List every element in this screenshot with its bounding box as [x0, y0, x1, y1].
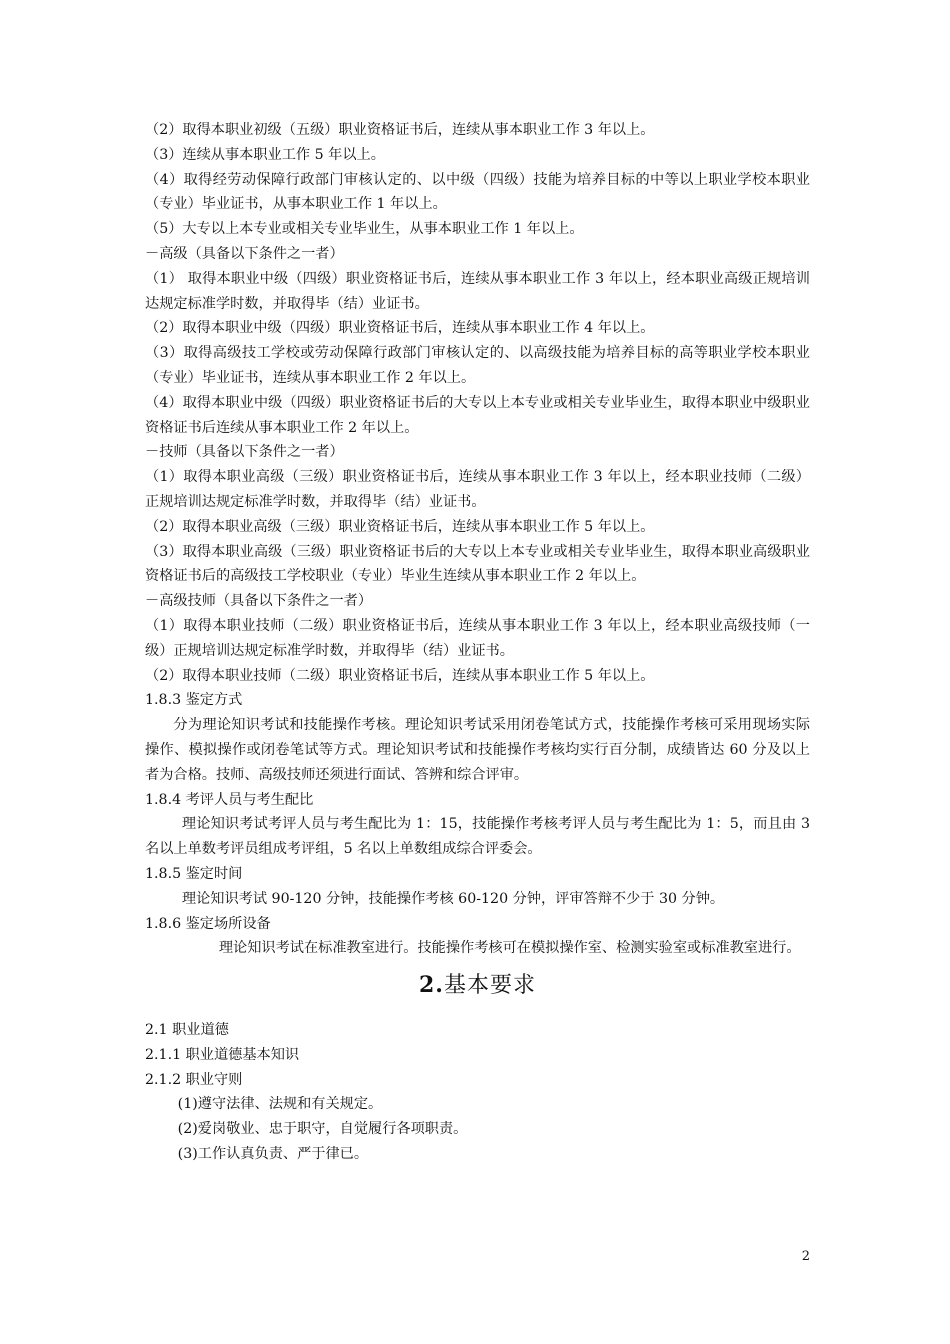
paragraph: 1.8.6 鉴定场所设备 [145, 915, 271, 932]
paragraph: （4）取得本职业中级（四级）职业资格证书后的大专以上本专业或相关专业毕业生，取得本职业中级职业资格证书后连续从事本职业工作 2 年以上。 [145, 394, 810, 436]
paragraph: (2)爱岗敬业、忠于职守，自觉履行各项职责。 [177, 1121, 468, 1138]
paragraph: （1） 取得本职业中级（四级）职业资格证书后，连续从事本职业工作 3 年以上，经本职业高级正规培训达规定标准学时数，并取得毕（结）业证书。 [145, 270, 810, 312]
paragraph: （1）取得本职业技师（二级）职业资格证书后，连续从事本职业工作 3 年以上，经本职业高级技师（一级）正规培训达规定标准学时数，并取得毕（结）业证书。 [145, 617, 810, 659]
paragraph: （2）取得本职业高级（三级）职业资格证书后，连续从事本职业工作 5 年以上。 [145, 518, 655, 535]
paragraph: 1.8.5 鉴定时间 [145, 865, 243, 882]
paragraph: （3）连续从事本职业工作 5 年以上。 [145, 146, 385, 163]
paragraph: （2）取得本职业中级（四级）职业资格证书后，连续从事本职业工作 4 年以上。 [145, 320, 655, 337]
paragraph: （1）取得本职业高级（三级）职业资格证书后，连续从事本职业工作 3 年以上，经本职业技师（二级）正规培训达规定标准学时数，并取得毕（结）业证书。 [145, 469, 810, 510]
paragraph: －高级技师（具备以下条件之一者） [145, 593, 373, 610]
paragraph: （2）取得本职业初级（五级）职业资格证书后，连续从事本职业工作 3 年以上。 [145, 122, 655, 138]
paragraph: 理论知识考试考评人员与考生配比为 1：15，技能操作考核考评人员与考生配比为 1：5，而且由 3 名以上单数考评员组成考评组，5 名以上单数组成综合评委会。 [145, 816, 810, 858]
paragraph: 2.1 职业道德 [145, 1022, 229, 1039]
paragraph: 1.8.3 鉴定方式 [145, 692, 243, 709]
paragraph: 2.1.1 职业道德基本知识 [145, 1046, 300, 1063]
paragraph: (1)遵守法律、法规和有关规定。 [177, 1096, 383, 1113]
section-heading [145, 969, 810, 1002]
paragraph: －技师（具备以下条件之一者） [145, 444, 344, 461]
section-heading-number: 2. [419, 972, 444, 999]
section-heading-title: 基本要求 [443, 973, 536, 999]
paragraph: （2）取得本职业技师（二级）职业资格证书后，连续从事本职业工作 5 年以上。 [145, 667, 655, 684]
paragraph: (3)工作认真负责、严于律已。 [177, 1146, 369, 1163]
page-number: 2 [801, 1249, 810, 1264]
paragraph: 2.1.2 职业守则 [145, 1071, 243, 1088]
paragraph: 理论知识考试 90-120 分钟，技能操作考核 60-120 分钟，评审答辩不少于 30 分钟。 [181, 890, 725, 907]
paragraph: （5）大专以上本专业或相关专业毕业生，从事本职业工作 1 年以上。 [145, 221, 584, 238]
paragraph: 分为理论知识考试和技能操作考核。理论知识考试采用闭卷笔试方式，技能操作考核可采用现场实际操作、模拟操作或闭卷笔试等方式。理论知识考试和技能操作考核均实行百分制，成绩皆达 60 分及以上者为合格。技师、高级技师还须进行面试、答辨和综合评审。 [145, 717, 810, 783]
paragraph: （3）取得高级技工学校或劳动保障行政部门审核认定的、以高级技能为培养目标的高等职业学校本职业（专业）毕业证书，连续从事本职业工作 2 年以上。 [145, 345, 810, 386]
basic-requirements-section [145, 1018, 810, 1167]
paragraph: －高级（具备以下条件之一者） [145, 245, 344, 262]
paragraph: 理论知识考试在标准教室进行。技能操作考核可在模拟操作室、检测实验室或标准教室进行。 [218, 940, 801, 957]
qualification-section [145, 118, 810, 961]
page-body [145, 118, 810, 1167]
paragraph: （4）取得经劳动保障行政部门审核认定的、以中级（四级）技能为培养目标的中等以上职业学校本职业（专业）毕业证书，从事本职业工作 1 年以上。 [145, 171, 810, 213]
paragraph: （3）取得本职业高级（三级）职业资格证书后的大专以上本专业或相关专业毕业生，取得本职业高级职业资格证书后的高级技工学校职业（专业）毕业生连续从事本职业工作 2 年以上。 [145, 543, 810, 585]
paragraph: 1.8.4 考评人员与考生配比 [145, 791, 314, 808]
